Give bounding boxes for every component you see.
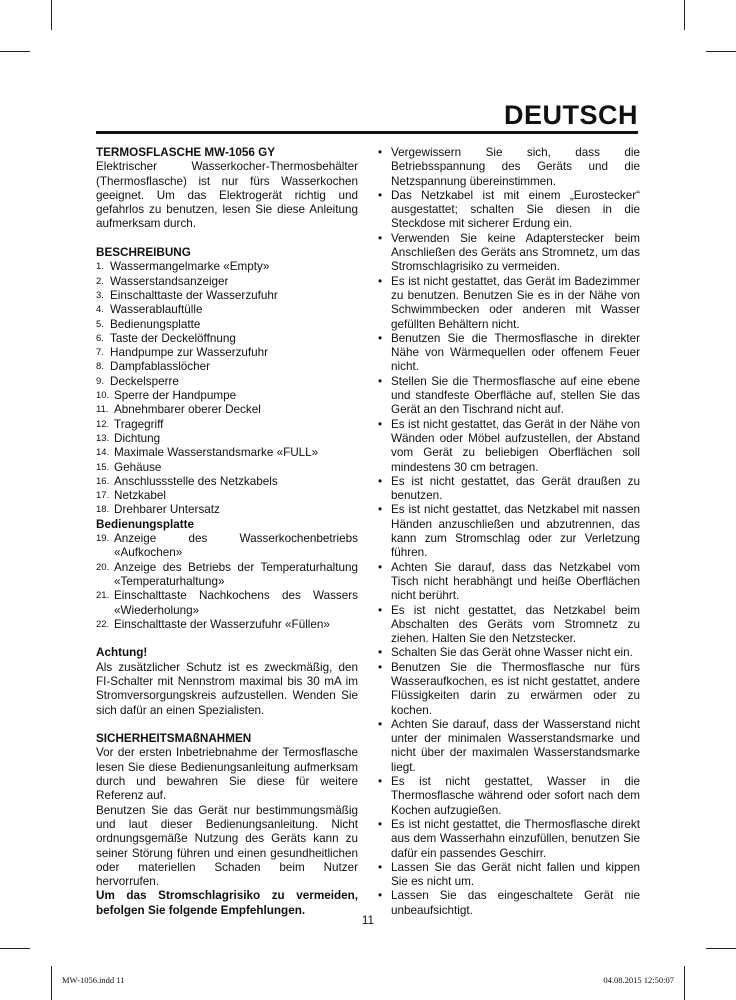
crop-mark — [51, 966, 52, 1000]
item-text: Gehäuse — [114, 460, 162, 474]
item-text: Drehbarer Untersatz — [114, 503, 220, 517]
bullet-item — [378, 146, 640, 189]
bullet-text: Es ist nicht gestattet, das Gerät in der Nähe von Wänden oder Möbel aufzustellen, der Abstand vom Gerät zu beliebigen Oberflächen soll mindestens 30 cm betragen. — [391, 417, 640, 474]
list-item — [96, 332, 358, 346]
item-text: Anschlussstelle des Netzkabels — [114, 474, 278, 488]
bullet-dot-icon: • — [378, 231, 383, 245]
crop-mark — [0, 948, 30, 949]
list-item — [96, 260, 358, 274]
list-item — [96, 503, 358, 517]
bullet-text: Es ist nicht gestattet, die Thermosflasche direkt aus dem Wasserhahn einzufüllen, benutzen Sie dafür ein passendes Geschirr. — [391, 817, 640, 860]
bullet-item — [378, 561, 640, 604]
bullet-dot-icon: • — [378, 775, 383, 789]
list-item — [96, 360, 358, 374]
bullet-text: Achten Sie darauf, dass das Netzkabel vom Tisch nicht herabhängt und heiße Oberflächen nicht berührt. — [391, 560, 640, 603]
item-number: 3. — [96, 289, 104, 301]
item-number: 10. — [96, 390, 110, 402]
bullet-item — [378, 375, 640, 418]
item-number: 14. — [96, 447, 110, 459]
list-item — [96, 446, 358, 460]
list-item — [96, 375, 358, 389]
list-item — [96, 589, 358, 618]
description-list — [96, 260, 358, 517]
crop-mark — [51, 0, 52, 30]
bullet-item — [378, 503, 640, 560]
bullet-text: Lassen Sie das eingeschaltete Gerät nie unbeaufsichtigt. — [391, 889, 640, 917]
item-number: 11. — [96, 404, 109, 416]
crop-mark — [0, 51, 30, 52]
bullet-dot-icon: • — [378, 603, 383, 617]
bullet-item — [378, 661, 640, 718]
bullet-dot-icon: • — [378, 503, 383, 517]
bullet-dot-icon: • — [378, 188, 383, 202]
bullet-dot-icon: • — [378, 889, 383, 903]
item-number: 20. — [96, 561, 110, 573]
description-heading: BESCHREIBUNG — [96, 246, 191, 260]
safety-bold-note: Um das Stromschlagrisiko zu vermeiden, befolgen Sie folgende Empfehlungen. — [96, 889, 358, 917]
bullet-dot-icon: • — [378, 660, 383, 674]
list-item — [96, 561, 358, 590]
language-label: DEUTSCH — [503, 100, 638, 130]
item-text: Sperre der Handpumpe — [114, 389, 237, 403]
list-item — [96, 289, 358, 303]
list-item — [96, 475, 358, 489]
bullet-text: Das Netzkabel ist mit einem „Eurostecker“ ausgestattet; schalten Sie diesen in die Steckdose mit sicherer Erdung ein. — [391, 188, 640, 231]
bullet-text: Vergewissern Sie sich, dass die Betriebsspannung des Geräts und die Netzspannung übereinstimmen. — [391, 146, 640, 188]
bullet-dot-icon: • — [378, 646, 383, 660]
list-item — [96, 618, 358, 632]
bullet-item — [378, 475, 640, 504]
bullet-item — [378, 646, 640, 660]
list-item — [96, 461, 358, 475]
item-number: 13. — [96, 432, 110, 444]
bullet-dot-icon: • — [378, 331, 383, 345]
bullet-text: Stellen Sie die Thermosflasche auf eine ebene und standfeste Oberfläche auf, stellen Sie das Gerät an den Tischrand nicht auf. — [391, 374, 640, 417]
item-number: 4. — [96, 304, 104, 316]
bullet-text: Es ist nicht gestattet, das Gerät im Badezimmer zu benutzen. Benutzen Sie es in der Nähe von Schwimmbecken oder anderen mit Wasser gefüllten Behältern nicht. — [391, 274, 640, 331]
item-text: Dichtung — [114, 431, 161, 445]
bullet-text: Schalten Sie das Gerät ohne Wasser nicht ein. — [391, 646, 633, 660]
item-number: 22. — [96, 618, 110, 630]
item-text: Abnehmbarer oberer Deckel — [114, 403, 261, 417]
list-item — [96, 489, 358, 503]
bullet-dot-icon: • — [378, 860, 383, 874]
item-text: Einschalttaste der Wasserzufuhr — [110, 288, 278, 302]
bullet-item — [378, 818, 640, 861]
intro-paragraph: Elektrischer Wasserkocher-Thermosbehälter (Thermosflasche) ist nur fürs Wasserkochen geeignet. Um das Elektrogerät richtig und gefahrlos zu benutzen, lesen Sie diese Anleitung aufmerksam durch. — [96, 160, 358, 231]
list-item — [96, 532, 358, 561]
bullet-dot-icon: • — [378, 560, 383, 574]
bullet-text: Verwenden Sie keine Adapterstecker beim Anschließen des Geräts ans Stromnetz, um das Stromschlagrisiko zu vermeiden. — [391, 231, 640, 274]
safety-paragraph-2: Benutzen Sie das Gerät nur bestimmungsmäßig und laut dieser Bedienungsanleitung. Nicht ordnungsgemäße Nutzung des Geräts kann zu seiner Störung führen und einen gesundheitlichen oder materiellen Schaden beim Nutzer hervorrufen. — [96, 803, 358, 889]
item-text: Deckelsperre — [110, 374, 179, 388]
crop-mark — [706, 948, 736, 949]
bullet-text: Es ist nicht gestattet, das Gerät draußen zu benutzen. — [391, 474, 640, 503]
bullet-text: Benutzen Sie die Thermosflasche nur fürs Wasseraufkochen, es ist nicht gestattet, andere Flüssigkeiten darin zu erwärmen oder zu kochen. — [391, 660, 640, 717]
crop-mark — [684, 0, 685, 30]
bullet-text: Achten Sie darauf, dass der Wasserstand nicht unter der minimalen Wasserstandsmarke und nicht über der maximalen Wasserstandsmarke liegt. — [391, 717, 640, 774]
item-number: 18. — [96, 504, 110, 516]
item-text: Bedienungsplatte — [110, 317, 201, 331]
bullet-text: Es ist nicht gestattet, Wasser in die Thermosflasche während oder sofort nach dem Kochen aufzugießen. — [391, 775, 640, 817]
item-number: 12. — [96, 418, 110, 430]
bullet-item — [378, 332, 640, 375]
item-number: 2. — [96, 275, 104, 287]
item-text: Einschalttaste der Wasserzufuhr «Füllen» — [114, 617, 330, 631]
item-number: 8. — [96, 361, 104, 373]
item-text: Wasserablauftülle — [110, 303, 203, 317]
list-item — [96, 275, 358, 289]
item-number: 15. — [96, 461, 110, 473]
right-column — [378, 146, 640, 918]
bullet-item — [378, 189, 640, 232]
item-text: Wassermangelmarke «Empty» — [110, 260, 270, 274]
item-number: 7. — [96, 347, 104, 359]
item-number: 16. — [96, 475, 110, 487]
item-text: Tragegriff — [114, 417, 164, 431]
list-item — [96, 432, 358, 446]
attention-paragraph: Als zusätzlicher Schutz ist es zweckmäßig, den FI-Schalter mit Nennstrom maximal bis 30 mA im Stromversorgungskreis aufzustellen. Wenden Sie sich dafür an einen Spezialisten. — [96, 660, 358, 717]
list-item — [96, 346, 358, 360]
bullet-dot-icon: • — [378, 146, 383, 159]
panel-list — [96, 532, 358, 632]
left-column — [96, 146, 358, 918]
bullet-dot-icon: • — [378, 374, 383, 388]
product-title: TERMOSFLASCHE MW-1056 GY — [96, 146, 275, 159]
item-text: Anzeige des Wasserkochenbetriebs «Aufkochen» — [114, 532, 358, 560]
item-text: Anzeige des Betriebs der Temperaturhaltung «Temperaturhaltung» — [114, 560, 358, 588]
bullet-item — [378, 418, 640, 475]
bullet-dot-icon: • — [378, 274, 383, 288]
bullet-dot-icon: • — [378, 474, 383, 488]
crop-mark — [684, 966, 685, 1000]
item-text: Netzkabel — [114, 489, 166, 503]
item-text: Handpumpe zur Wasserzufuhr — [110, 346, 269, 360]
safety-paragraph-1: Vor der ersten Inbetriebnahme der Termosflasche lesen Sie diese Bedienungsanleitung aufmerksam durch und bewahren Sie diese für weitere Referenz auf. — [96, 746, 358, 803]
attention-heading: Achtung! — [96, 646, 148, 660]
list-item — [96, 418, 358, 432]
list-item — [96, 318, 358, 332]
safety-bullet-list — [378, 146, 640, 918]
bullet-item — [378, 275, 640, 332]
bullet-dot-icon: • — [378, 717, 383, 731]
item-number: 6. — [96, 332, 104, 344]
bullet-item — [378, 604, 640, 647]
slug-file: MW-1056.indd 11 — [62, 975, 125, 985]
bullet-dot-icon: • — [378, 417, 383, 431]
bullet-dot-icon: • — [378, 817, 383, 831]
page-number: 11 — [361, 914, 375, 927]
bullet-item — [378, 718, 640, 775]
item-number: 19. — [96, 533, 110, 545]
item-number: 17. — [96, 490, 110, 502]
bullet-text: Lassen Sie das Gerät nicht fallen und kippen Sie es nicht um. — [391, 860, 640, 889]
item-number: 5. — [96, 318, 104, 330]
crop-mark — [706, 51, 736, 52]
bullet-item — [378, 775, 640, 818]
item-number: 9. — [96, 375, 104, 387]
item-text: Dampfablasslöcher — [110, 360, 211, 374]
item-number: 1. — [96, 261, 104, 273]
bullet-text: Es ist nicht gestattet, das Netzkabel beim Abschalten des Geräts vom Stromnetz zu ziehen. Halten Sie den Netzstecker. — [391, 603, 640, 646]
item-number: 21. — [96, 590, 110, 602]
list-item — [96, 303, 358, 317]
item-text: Taste der Deckelöffnung — [110, 331, 236, 345]
list-item — [96, 389, 358, 403]
bullet-item — [378, 232, 640, 275]
header-rule — [96, 131, 638, 134]
bullet-item — [378, 861, 640, 890]
slug-datetime: 04.08.2015 12:50:07 — [603, 975, 674, 985]
item-text: Einschalttaste Nachkochens des Wassers «Wiederholung» — [114, 589, 358, 617]
bullet-text: Es ist nicht gestattet, das Netzkabel mit nassen Händen anzuschließen und abzutrennen, das kann zum Stromschlag oder zur Verletzung führen. — [391, 503, 640, 560]
bullet-text: Benutzen Sie die Thermosflasche in direkter Nähe von Wärmequellen oder offenem Feuer nicht. — [391, 331, 640, 374]
item-text: Maximale Wasserstandsmarke «FULL» — [114, 446, 319, 460]
list-item — [96, 403, 358, 417]
item-text: Wasserstandsanzeiger — [110, 274, 229, 288]
panel-heading: Bedienungsplatte — [96, 517, 195, 531]
safety-heading: SICHERHEITSMAßNAHMEN — [96, 732, 252, 746]
